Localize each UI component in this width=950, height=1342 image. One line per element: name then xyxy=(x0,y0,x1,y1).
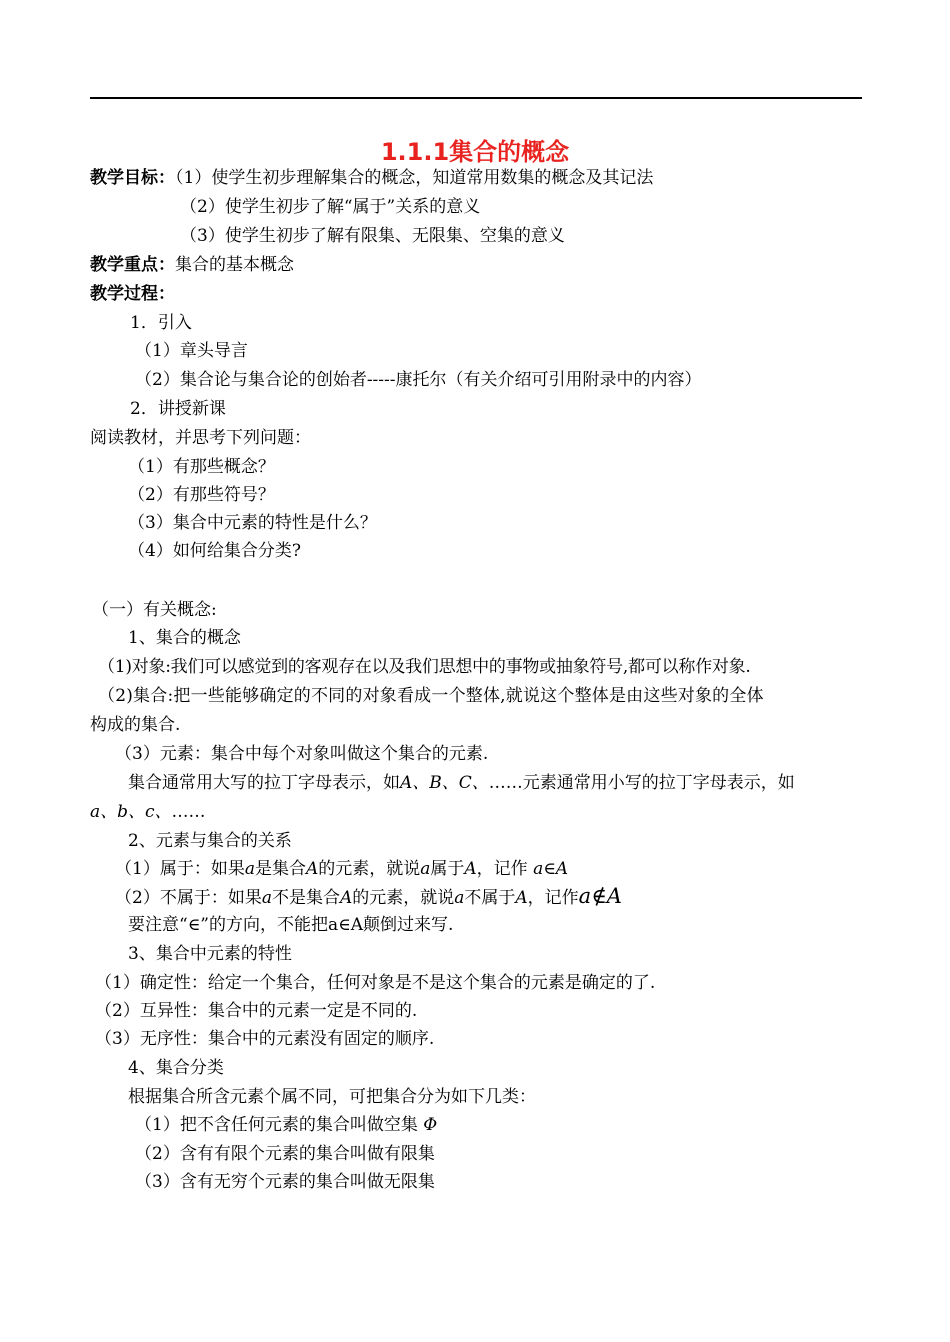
var-a: a xyxy=(454,888,465,908)
text: 的元素，就说 xyxy=(318,859,421,879)
focus-label: 教学重点： xyxy=(90,255,175,275)
set-definition: （2)集合:把一些能够确定的不同的对象看成一个整体,就说这个整体是由这些对象的全体 xyxy=(98,686,764,706)
property-item: （3）无序性：集合中的元素没有固定的顺序. xyxy=(95,1029,435,1049)
focus-text: 集合的基本概念 xyxy=(175,255,294,275)
properties-heading: 3、集合中元素的特性 xyxy=(128,944,292,964)
classification-item xyxy=(135,1113,437,1137)
belong-definition xyxy=(115,857,568,881)
var-A: A xyxy=(464,859,477,879)
reading-prompt: 阅读教材，并思考下列问题： xyxy=(90,428,311,448)
note-expression: a∈A xyxy=(327,915,363,935)
concepts-heading: （一）有关概念: xyxy=(92,600,217,620)
set-definition-cont: 构成的集合. xyxy=(90,715,181,735)
intro-item: （2）集合论与集合论的创始者-----康托尔（有关介绍可引用附录中的内容） xyxy=(135,370,702,390)
intro-item: （1）章头导言 xyxy=(135,341,248,361)
process-label: 教学过程： xyxy=(90,284,175,304)
notation-caps: A、B、C、 xyxy=(400,773,489,793)
notation-ellipsis: …… xyxy=(171,802,206,822)
text: 的元素，就说 xyxy=(352,888,455,908)
notation-line-cont xyxy=(90,800,206,824)
not-belong-expression: a∉A xyxy=(578,884,622,908)
notation-text: 集合通常用大写的拉丁字母表示，如 xyxy=(128,773,400,793)
objective-item: （3）使学生初步了解有限集、无限集、空集的意义 xyxy=(180,226,565,246)
objectives-line-1 xyxy=(90,166,653,190)
text: 颠倒过来写. xyxy=(362,915,454,935)
objective-item: （1）使学生初步理解集合的概念，知道常用数集的概念及其记法 xyxy=(175,168,654,188)
text: 不属于 xyxy=(464,888,516,908)
belong-expression: a∈A xyxy=(533,859,569,879)
text: ，记作 xyxy=(527,888,579,908)
focus-line xyxy=(90,253,294,277)
var-a: a xyxy=(244,859,255,879)
text: 是集合 xyxy=(254,859,306,879)
relation-heading: 2、元素与集合的关系 xyxy=(128,831,292,851)
property-item: （2）互异性：集合中的元素一定是不同的. xyxy=(95,1001,418,1021)
notation-text: ……元素通常用小写的拉丁字母表示，如 xyxy=(488,773,795,793)
notation-line xyxy=(128,771,795,795)
text: ，记作 xyxy=(476,859,528,879)
classification-item: （2）含有有限个元素的集合叫做有限集 xyxy=(135,1144,435,1164)
text: （1）属于：如果 xyxy=(115,859,245,879)
question-item: （3）集合中元素的特性是什么？ xyxy=(128,513,377,533)
notation-lower: a、b、c、 xyxy=(90,802,172,822)
text: 不是集合 xyxy=(271,888,340,908)
text: 属于 xyxy=(430,859,465,879)
text: （1）把不含任何元素的集合叫做空集 xyxy=(135,1115,418,1135)
var-A: A xyxy=(305,859,319,879)
element-definition: （3）元素：集合中每个对象叫做这个集合的元素. xyxy=(115,744,489,764)
objective-item: （2）使学生初步了解“属于”关系的意义 xyxy=(180,197,481,217)
property-item: （1）确定性：给定一个集合，任何对象是不是这个集合的元素是确定的了. xyxy=(95,973,656,993)
question-item: （2）有那些符号？ xyxy=(128,485,275,505)
objectives-label: 教学目标： xyxy=(90,168,175,188)
classification-intro: 根据集合所含元素个属不同，可把集合分为如下几类： xyxy=(128,1087,536,1107)
classification-heading: 4、集合分类 xyxy=(128,1058,224,1078)
page-title: 1.1.1集合的概念 xyxy=(380,138,570,166)
question-item: （4）如何给集合分类? xyxy=(128,541,301,561)
var-A: A xyxy=(339,888,353,908)
intro-heading: 1．引入 xyxy=(130,313,192,333)
text: （2）不属于：如果 xyxy=(115,888,262,908)
var-a: a xyxy=(420,859,431,879)
var-A: A xyxy=(515,888,528,908)
new-lesson-heading: 2．讲授新课 xyxy=(130,399,226,419)
not-belong-definition xyxy=(115,884,622,910)
question-item: （1）有那些概念？ xyxy=(128,457,275,477)
direction-note xyxy=(128,913,453,937)
text: 要注意“∈”的方向，不能把 xyxy=(128,915,328,935)
header-rule xyxy=(90,97,862,99)
empty-set-symbol: Φ xyxy=(423,1115,438,1135)
object-definition: （1)对象:我们可以感觉到的客观存在以及我们思想中的事物或抽象符号,都可以称作对象. xyxy=(98,657,751,677)
concepts-sub-heading: 1、集合的概念 xyxy=(128,628,241,648)
classification-item: （3）含有无穷个元素的集合叫做无限集 xyxy=(135,1172,435,1192)
var-a: a xyxy=(261,888,272,908)
